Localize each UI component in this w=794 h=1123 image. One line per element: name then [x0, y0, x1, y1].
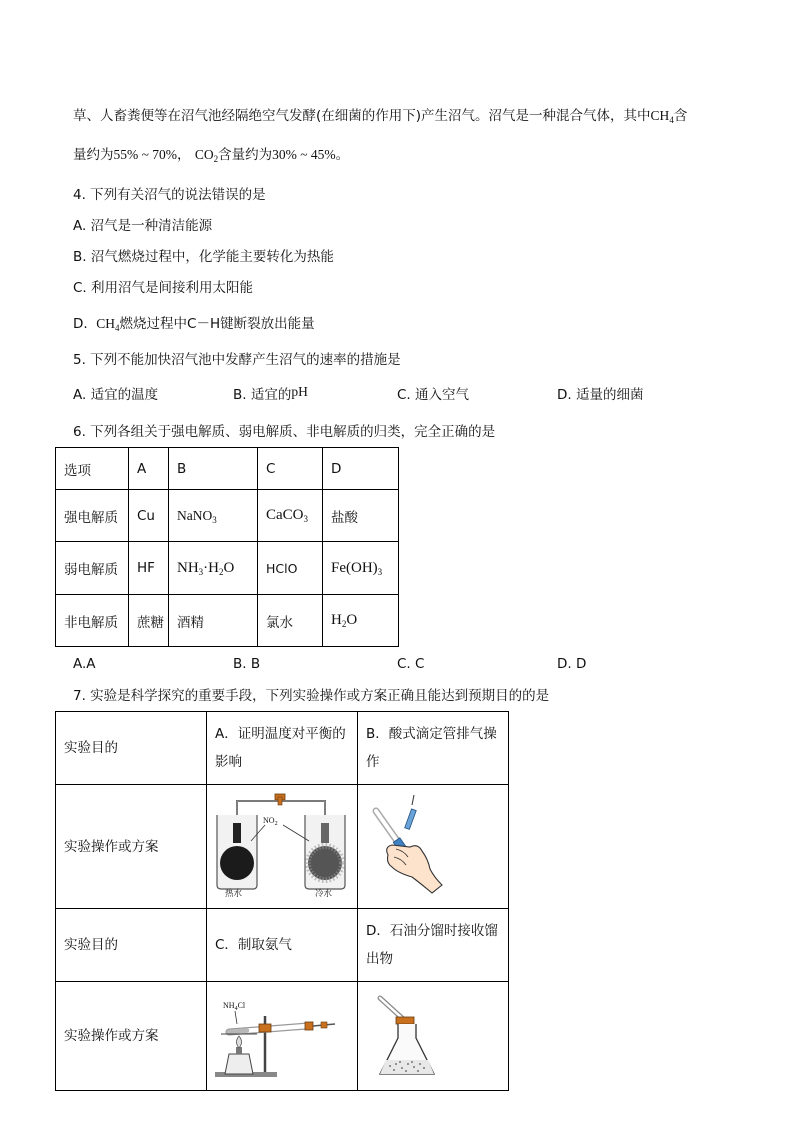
q5-option-d: D. 适量的细菌	[557, 387, 644, 403]
q4-option-c: C. 利用沼气是间接利用太阳能	[73, 280, 254, 296]
svg-text:热水: 热水	[225, 889, 243, 898]
table-cell: A	[129, 448, 169, 490]
table-row	[56, 785, 509, 909]
table-cell	[207, 785, 358, 909]
q5-option-a: A. 适宜的温度	[73, 387, 159, 403]
table-cell: B	[169, 448, 258, 490]
table-cell: 实验操作或方案	[56, 982, 207, 1091]
table-cell: C	[258, 448, 323, 490]
table-row	[56, 595, 399, 647]
q7-table	[55, 711, 509, 1091]
table-cell: B．酸式滴定管排气操 作	[358, 712, 509, 785]
table-cell: HClO	[258, 542, 323, 595]
q6-table	[55, 447, 399, 647]
table-cell: C．制取氨气	[207, 909, 358, 982]
table-cell: $NH_3\cdot H_2O$	[169, 542, 258, 595]
table-row	[56, 542, 399, 595]
q6-option-b: B. B	[233, 656, 261, 672]
q4-stem: 4. 下列有关沼气的说法错误的是	[73, 187, 266, 203]
table-cell: NaNO$_3$	[169, 490, 258, 542]
table-row	[56, 712, 509, 785]
q6-option-c: C. C	[397, 656, 425, 672]
table-cell: 氯水	[258, 595, 323, 647]
table-cell: D	[323, 448, 399, 490]
intro-line-2: 量约为55% ~ 70%， $CO_2$含量约为30% ~ 45%。	[73, 147, 350, 164]
table-cell: $H_2O$	[323, 595, 399, 647]
q5-stem: 5. 下列不能加快沼气池中发酵产生沼气的速率的措施是	[73, 352, 401, 368]
distillate-receiver-figure	[358, 982, 508, 1080]
table-cell: 选项	[56, 448, 129, 490]
table-row	[56, 490, 399, 542]
svg-text:NH4Cl: $NH_4Cl$	[223, 1001, 246, 1012]
burette-exhaust-figure	[358, 785, 508, 898]
table-cell	[207, 982, 358, 1091]
no2-equilibrium-apparatus-figure	[207, 785, 357, 898]
table-cell	[358, 785, 509, 909]
formula-co2: $CO_2$	[194, 147, 219, 164]
q6-option-a: A.A	[73, 656, 96, 672]
q4-option-b: B. 沼气燃烧过程中，化学能主要转化为热能	[73, 249, 334, 265]
table-cell: $Fe(OH)_3$	[323, 542, 399, 595]
table-cell: CaCO$_3$	[258, 490, 323, 542]
q7-stem: 7. 实验是科学探究的重要手段，下列实验操作或方案正确且能达到预期目的的是	[73, 688, 550, 704]
table-cell	[358, 982, 509, 1091]
table-cell: 弱电解质	[56, 542, 129, 595]
table-cell: A．证明温度对平衡的 影响	[207, 712, 358, 785]
q5-option-c: C. 通入空气	[397, 387, 470, 403]
table-cell: 酒精	[169, 595, 258, 647]
table-cell: HF	[129, 542, 169, 595]
table-cell: 实验操作或方案	[56, 785, 207, 909]
table-cell: 强电解质	[56, 490, 129, 542]
svg-text:冷水: 冷水	[315, 889, 333, 898]
table-cell: D．石油分馏时接收馏 出物	[358, 909, 509, 982]
table-cell: 盐酸	[323, 490, 399, 542]
table-cell: 蔗糖	[129, 595, 169, 647]
q5-option-b: B. 适宜的pH	[233, 384, 308, 403]
q4-option-a: A. 沼气是一种清洁能源	[73, 218, 213, 234]
table-cell: 非电解质	[56, 595, 129, 647]
table-row	[56, 909, 509, 982]
table-row	[56, 448, 399, 490]
table-cell: 实验目的	[56, 909, 207, 982]
q4-option-d: D. $CH_4$燃烧过程中C－H键断裂放出能量	[73, 316, 315, 333]
q6-option-d: D. D	[557, 656, 587, 672]
svg-text:NO2: $NO_2$	[263, 816, 278, 827]
ammonia-preparation-figure	[207, 982, 357, 1080]
table-cell: Cu	[129, 490, 169, 542]
formula-ch4: $CH_4$	[650, 108, 674, 125]
q6-stem: 6. 下列各组关于强电解质、弱电解质、非电解质的归类，完全正确的是	[73, 424, 496, 440]
table-cell: 实验目的	[56, 712, 207, 785]
intro-line-1: 草、人畜粪便等在沼气池经隔绝空气发酵(在细菌的作用下)产生沼气。沼气是一种混合气体，其中$CH_4$含	[73, 108, 688, 125]
table-row	[56, 982, 509, 1091]
